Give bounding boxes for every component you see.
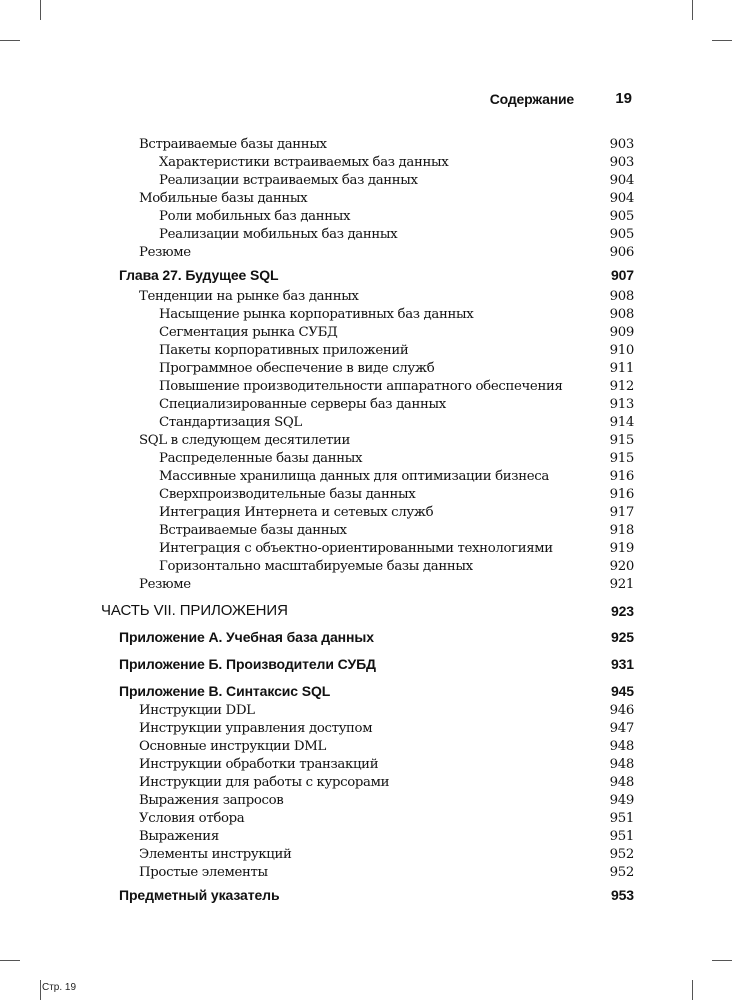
toc-entry[interactable] <box>0 226 732 244</box>
crop-mark-left-bottom <box>0 960 20 961</box>
toc-entry-page: 931 <box>610 656 634 672</box>
toc-entry-page: 912 <box>609 379 634 394</box>
toc-entry-title: Мобильные базы данных <box>139 191 308 206</box>
toc-entry-page: 910 <box>609 343 634 358</box>
toc-entry-page: 948 <box>609 775 634 790</box>
toc-entry-title: Элементы инструкций <box>139 847 292 862</box>
toc-entry-page: 951 <box>609 829 634 844</box>
toc-entry[interactable] <box>0 172 732 190</box>
toc-entry-title: Резюме <box>139 245 191 260</box>
toc-entry-title: Инструкции DDL <box>139 703 255 718</box>
toc-entry-title: Резюме <box>139 577 191 592</box>
toc-entry[interactable] <box>0 306 732 324</box>
toc-entry-page: 916 <box>609 487 634 502</box>
toc-entry-page: 907 <box>610 267 634 283</box>
toc-chapter-entry[interactable] <box>0 886 732 904</box>
crop-mark-right-top <box>712 40 732 41</box>
toc-entry-page: 952 <box>609 865 634 880</box>
toc-entry-title: Глава 27. Будущее SQL <box>119 267 279 283</box>
toc-entry-page: 908 <box>609 307 634 322</box>
toc-entry-title: Приложение В. Синтаксис SQL <box>119 683 331 699</box>
toc-entry-page: 946 <box>609 703 634 718</box>
running-header-title: Содержание <box>489 91 574 107</box>
toc-entry-title: Инструкции обработки транзакций <box>139 757 379 772</box>
toc-entry-page: 914 <box>609 415 634 430</box>
toc-entry[interactable] <box>0 558 732 576</box>
toc-entry-page: 919 <box>609 541 634 556</box>
toc-entry[interactable] <box>0 190 732 208</box>
toc-entry[interactable] <box>0 414 732 432</box>
toc-entry-title: Основные инструкции DML <box>139 739 326 754</box>
toc-entry-title: Сегментация рынка СУБД <box>159 325 338 340</box>
toc-entry[interactable] <box>0 468 732 486</box>
toc-entry-page: 903 <box>609 137 634 152</box>
toc-entry[interactable] <box>0 396 732 414</box>
toc-entry[interactable] <box>0 774 732 792</box>
toc-entry[interactable] <box>0 504 732 522</box>
toc-entry[interactable] <box>0 244 732 262</box>
page-footer-label: Стр. 19 <box>42 982 77 993</box>
toc-entry-page: 916 <box>609 469 634 484</box>
toc-entry[interactable] <box>0 810 732 828</box>
toc-entry-page: 918 <box>609 523 634 538</box>
crop-mark-left-top <box>0 40 20 41</box>
toc-entry-title: Реализации встраиваемых баз данных <box>159 173 418 188</box>
toc-entry-title: Выражения <box>139 829 219 844</box>
toc-entry-page: 947 <box>609 721 634 736</box>
toc-entry-title: Роли мобильных баз данных <box>159 209 351 224</box>
toc-entry-page: 908 <box>609 289 634 304</box>
toc-entry-title: Встраиваемые базы данных <box>159 523 347 538</box>
toc-entry-page: 952 <box>609 847 634 862</box>
toc-entry[interactable] <box>0 720 732 738</box>
toc-entry[interactable] <box>0 432 732 450</box>
toc-entry-title: Выражения запросов <box>139 793 284 808</box>
toc-entry-title: Интеграция Интернета и сетевых служб <box>159 505 434 520</box>
toc-entry-title: Инструкции для работы с курсорами <box>139 775 390 790</box>
toc-entry-page: 909 <box>609 325 634 340</box>
toc-entry[interactable] <box>0 288 732 306</box>
toc-entry[interactable] <box>0 846 732 864</box>
toc-entry[interactable] <box>0 450 732 468</box>
toc-entry-title: Специализированные серверы баз данных <box>159 397 446 412</box>
toc-entry-page: 905 <box>609 227 634 242</box>
toc-entry-page: 953 <box>610 887 634 903</box>
toc-entry-page: 911 <box>609 361 634 376</box>
toc-entry-title: Массивные хранилища данных для оптимизации бизнеса <box>159 469 549 484</box>
toc-entry-title: SQL в следующем десятилетии <box>139 433 350 448</box>
crop-mark-right-bottom <box>712 960 732 961</box>
toc-entry-page: 904 <box>609 191 634 206</box>
toc-entry[interactable] <box>0 324 732 342</box>
toc-entry[interactable] <box>0 702 732 720</box>
toc-entry-title: Приложение Б. Производители СУБД <box>119 656 376 672</box>
toc-entry-title: Насыщение рынка корпоративных баз данных <box>159 307 474 322</box>
toc-entry[interactable] <box>0 378 732 396</box>
toc-entry[interactable] <box>0 136 732 154</box>
toc-entry-title: Сверхпроизводительные базы данных <box>159 487 416 502</box>
toc-entry-page: 945 <box>610 683 634 699</box>
toc-entry-page: 920 <box>609 559 634 574</box>
running-header-page-number: 19 <box>615 90 632 107</box>
toc-entry-title: Тенденции на рынке баз данных <box>139 289 359 304</box>
toc-entry-title: Реализации мобильных баз данных <box>159 227 398 242</box>
toc-entry-title: ЧАСТЬ VII. ПРИЛОЖЕНИЯ <box>101 602 288 619</box>
toc-entry-title: Приложение А. Учебная база данных <box>119 629 374 645</box>
toc-entry-title: Простые элементы <box>139 865 268 880</box>
toc-entry-page: 904 <box>609 173 634 188</box>
toc-entry-page: 915 <box>609 433 634 448</box>
crop-mark-bottom-left <box>40 980 41 1000</box>
toc-entry[interactable] <box>0 864 732 882</box>
toc-entry-page: 915 <box>609 451 634 466</box>
toc-entry-page: 913 <box>609 397 634 412</box>
toc-entry-title: Распределенные базы данных <box>159 451 363 466</box>
toc-entry-page: 917 <box>609 505 634 520</box>
toc-entry-title: Стандартизация SQL <box>159 415 302 430</box>
toc-entry-title: Характеристики встраиваемых баз данных <box>159 155 449 170</box>
toc-entry[interactable] <box>0 522 732 540</box>
toc-entry[interactable] <box>0 738 732 756</box>
toc-entry-title: Инструкции управления доступом <box>139 721 373 736</box>
toc-chapter-entry[interactable] <box>0 682 732 700</box>
toc-entry[interactable] <box>0 828 732 846</box>
toc-entry-page: 923 <box>610 603 634 619</box>
toc-entry[interactable] <box>0 792 732 810</box>
toc-entry-page: 948 <box>609 757 634 772</box>
toc-entry[interactable] <box>0 486 732 504</box>
toc-entry[interactable] <box>0 208 732 226</box>
toc-entry-page: 906 <box>609 245 634 260</box>
toc-entry-page: 948 <box>609 739 634 754</box>
toc-chapter-entry[interactable] <box>0 655 732 673</box>
toc-entry[interactable] <box>0 540 732 558</box>
toc-entry-page: 949 <box>609 793 634 808</box>
crop-mark-bottom-right <box>692 980 693 1000</box>
toc-entry[interactable] <box>0 154 732 172</box>
toc-entry-title: Интеграция с объектно-ориентированными технологиями <box>159 541 553 556</box>
toc-entry-title: Условия отбора <box>139 811 245 826</box>
toc-entry-title: Пакеты корпоративных приложений <box>159 343 409 358</box>
toc-entry-page: 921 <box>609 577 634 592</box>
toc-entry-page: 951 <box>609 811 634 826</box>
toc-entry-page: 903 <box>609 155 634 170</box>
toc-entry[interactable] <box>0 576 732 594</box>
toc-entry-title: Повышение производительности аппаратного обеспечения <box>159 379 563 394</box>
toc-entry-title: Горизонтально масштабируемые базы данных <box>159 559 473 574</box>
toc-entry-title: Программное обеспечение в виде служб <box>159 361 435 376</box>
toc-part-entry[interactable] <box>0 602 732 620</box>
toc-entry[interactable] <box>0 756 732 774</box>
toc-entry[interactable] <box>0 360 732 378</box>
toc-entry-title: Встраиваемые базы данных <box>139 137 327 152</box>
crop-mark-top-right <box>692 0 693 20</box>
toc-chapter-entry[interactable] <box>0 628 732 646</box>
toc-entry[interactable] <box>0 342 732 360</box>
toc-entry-page: 905 <box>609 209 634 224</box>
toc-chapter-entry[interactable] <box>0 266 732 284</box>
toc-entry-title: Предметный указатель <box>119 887 280 903</box>
crop-mark-top-left <box>40 0 41 20</box>
toc-entry-page: 925 <box>610 629 634 645</box>
